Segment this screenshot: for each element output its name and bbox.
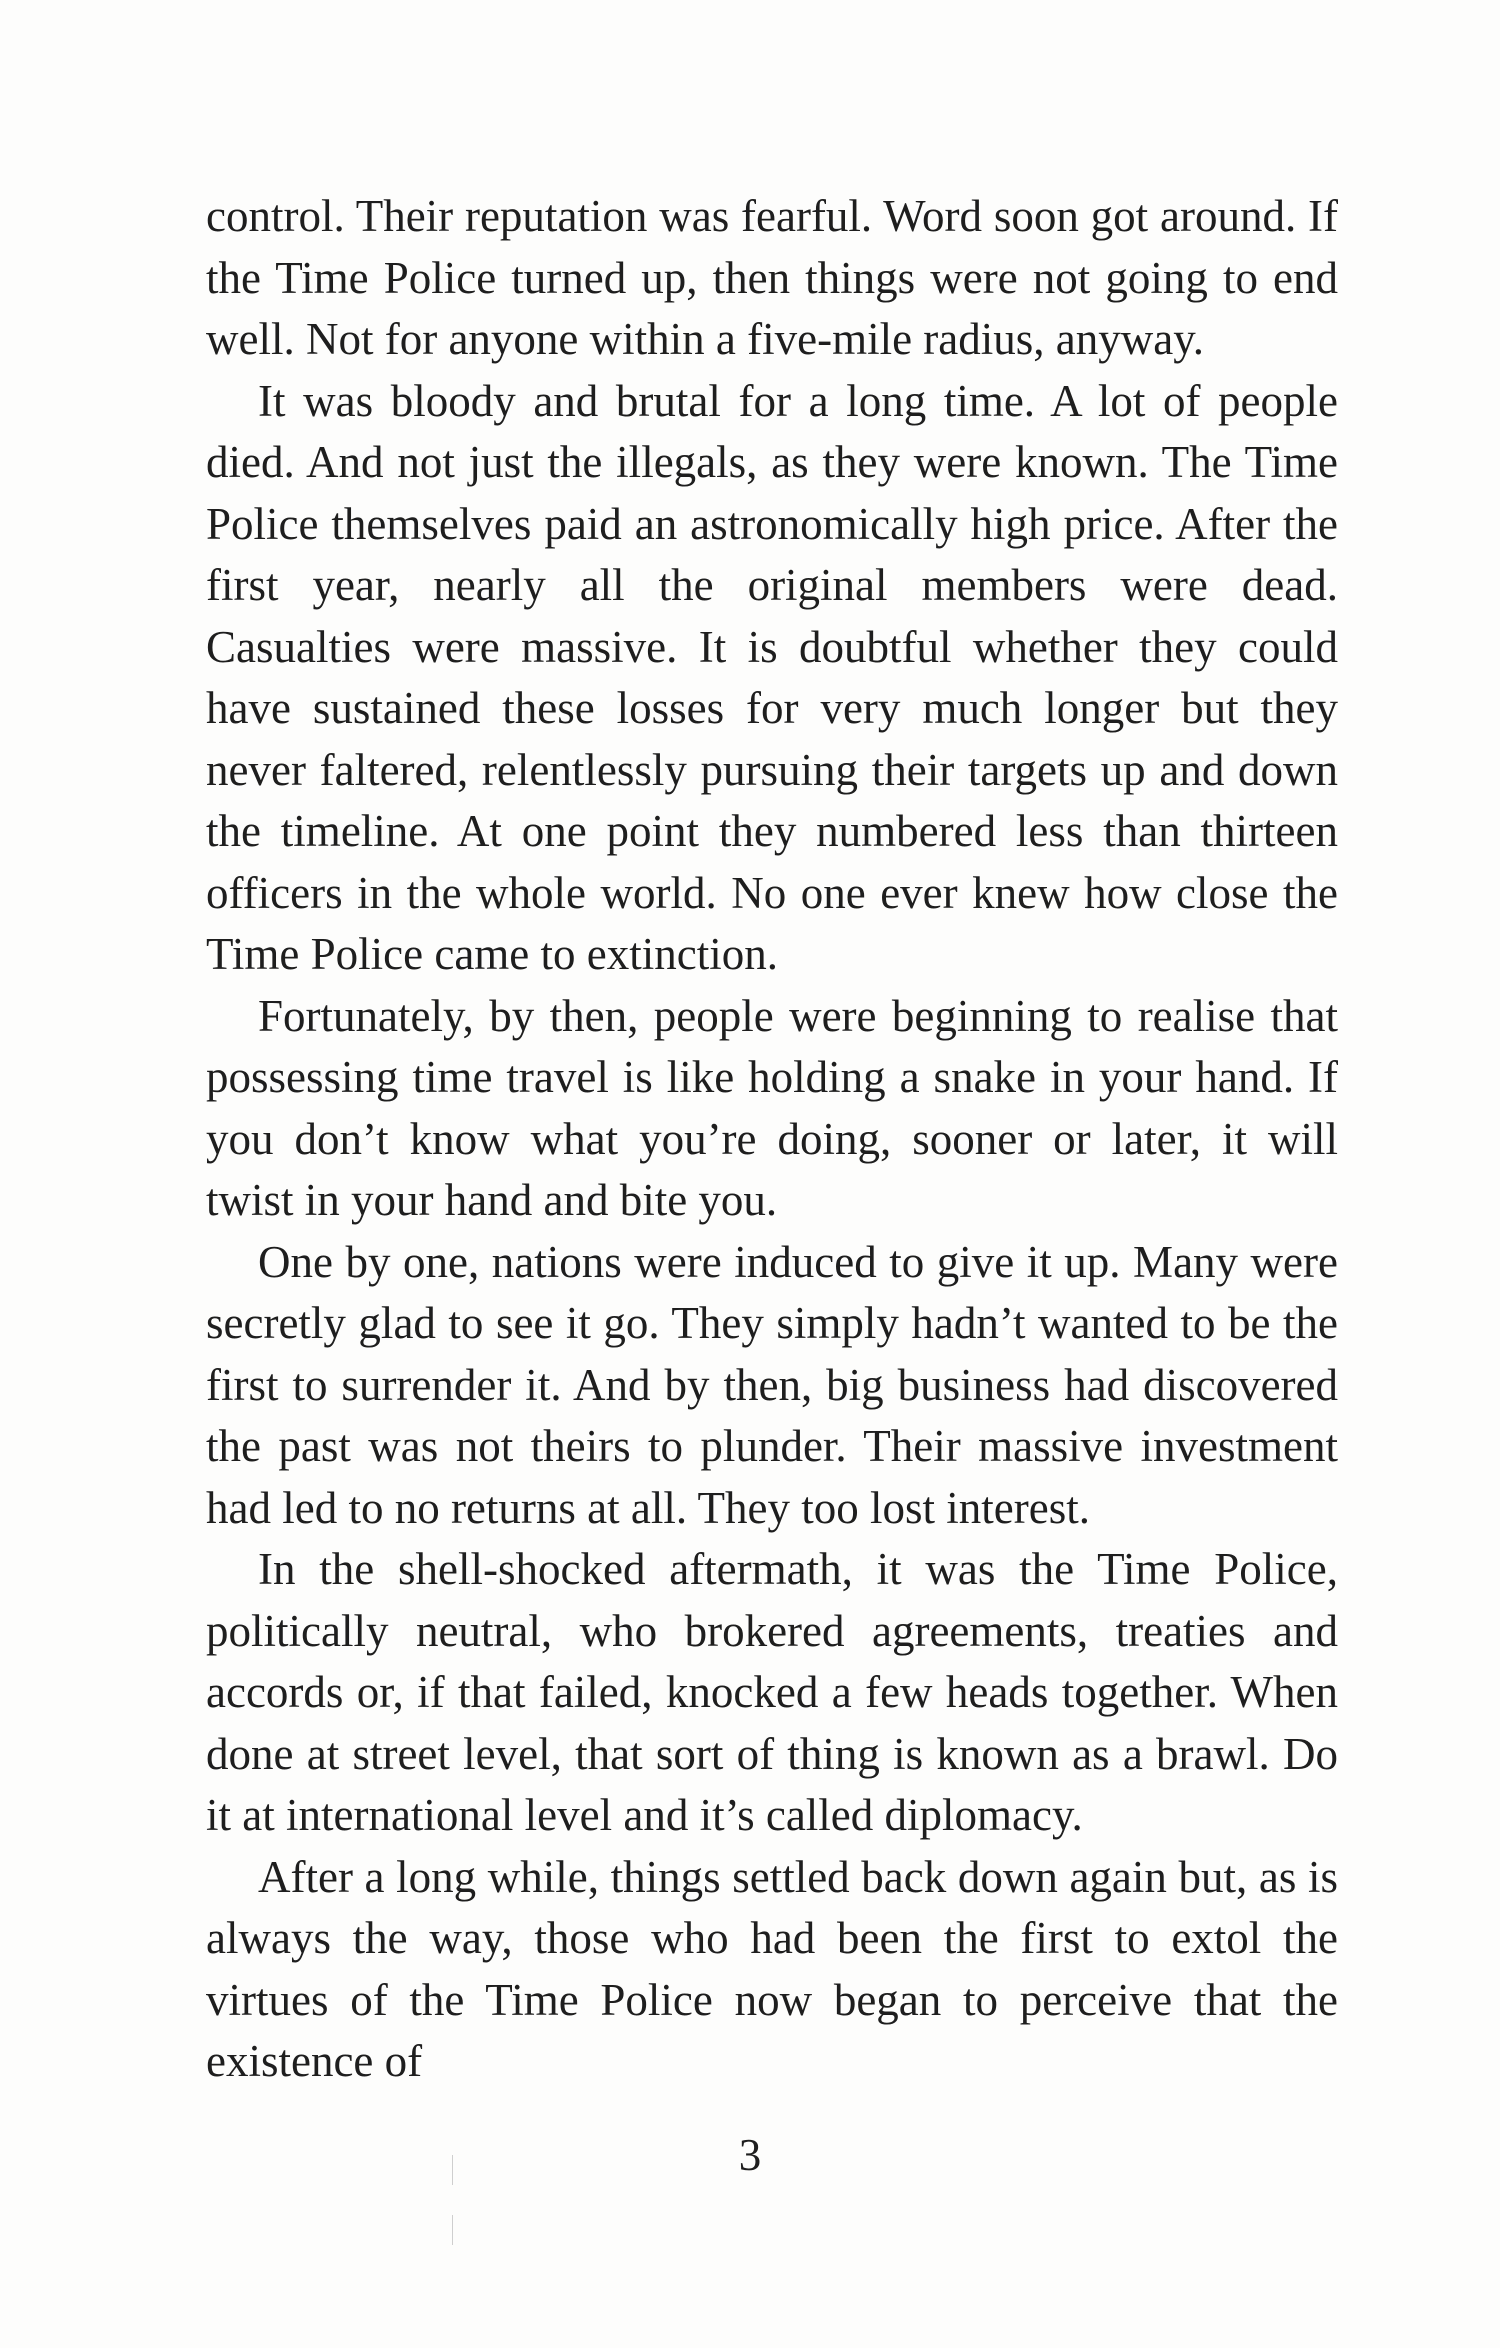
paragraph: After a long while, things settled back down again but, as is always the way, those who had been the first to extol the virtues of the Time Police now began to perceive that the existence of — [206, 1851, 1338, 2086]
page-number: 3 — [738, 2130, 762, 2180]
scan-artifact-line — [452, 2215, 453, 2245]
paragraph: control. Their reputation was fearful. Word soon got around. If the Time Police turned up, then things were not going to end well. Not for anyone within a five-mile radius, anyway. — [206, 191, 1338, 364]
paragraph: It was bloody and brutal for a long time. A lot of people died. And not just the illegals, as they were known. The Time Police themselves paid an astronomically high price. After the first year, nearly all the original members were dead. Casualties were massive. It is doubtful whether they could have sustained these losses for very much longer but they never faltered, relentlessly pursuing their targets up and down the timeline. At one point they numbered less than thirteen officers in the whole world. No one ever knew how close the Time Police came to extinction. — [206, 375, 1338, 979]
paragraph: Fortunately, by then, people were beginning to realise that possessing time travel is like holding a snake in your hand. If you don’t know what you’re doing, sooner or later, it will twist in your hand and bite you. — [206, 990, 1338, 1225]
paragraph: One by one, nations were induced to give it up. Many were secretly glad to see it go. They simply hadn’t wanted to be the first to surrender it. And by then, big business had discovered the past was not theirs to plunder. Their massive investment had led to no returns at all. They too lost interest. — [206, 1236, 1338, 1533]
scan-artifact-line — [452, 2155, 453, 2185]
body-text — [206, 186, 1338, 2093]
paragraph: In the shell-shocked aftermath, it was the Time Police, politically neutral, who brokered agreements, treaties and accords or, if that failed, knocked a few heads together. When done at street level, that sort of thing is known as a brawl. Do it at international level and it’s called diplomacy. — [206, 1544, 1338, 1840]
